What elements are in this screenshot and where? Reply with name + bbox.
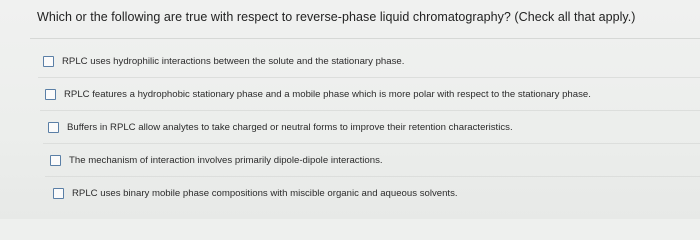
option-5[interactable] [48, 182, 700, 204]
option-2-label: RPLC features a hydrophobic stationary phase and a mobile phase which is more polar with respect to the stationary phase. [64, 88, 591, 100]
option-3-label: Buffers in RPLC allow analytes to take charged or neutral forms to improve their retention characteristics. [67, 121, 513, 133]
option-1-checkbox[interactable] [43, 56, 54, 67]
option-4-label: The mechanism of interaction involves primarily dipole-dipole interactions. [69, 154, 383, 166]
option-5-checkbox[interactable] [53, 188, 64, 199]
option-1[interactable] [38, 50, 700, 72]
option-1-label: RPLC uses hydrophilic interactions between the solute and the stationary phase. [62, 55, 405, 67]
option-5-label: RPLC uses binary mobile phase compositions with miscible organic and aqueous solvents. [72, 187, 458, 199]
option-2-checkbox[interactable] [45, 89, 56, 100]
option-3-checkbox[interactable] [48, 122, 59, 133]
option-4[interactable] [45, 149, 700, 171]
option-3[interactable] [43, 116, 700, 138]
question-text: Which or the following are true with respect to reverse-phase liquid chromatography? (Check all that apply.) [37, 10, 636, 24]
option-4-checkbox[interactable] [50, 155, 61, 166]
option-2[interactable] [40, 83, 700, 105]
divider [30, 38, 700, 39]
answer-options-list [38, 50, 700, 215]
